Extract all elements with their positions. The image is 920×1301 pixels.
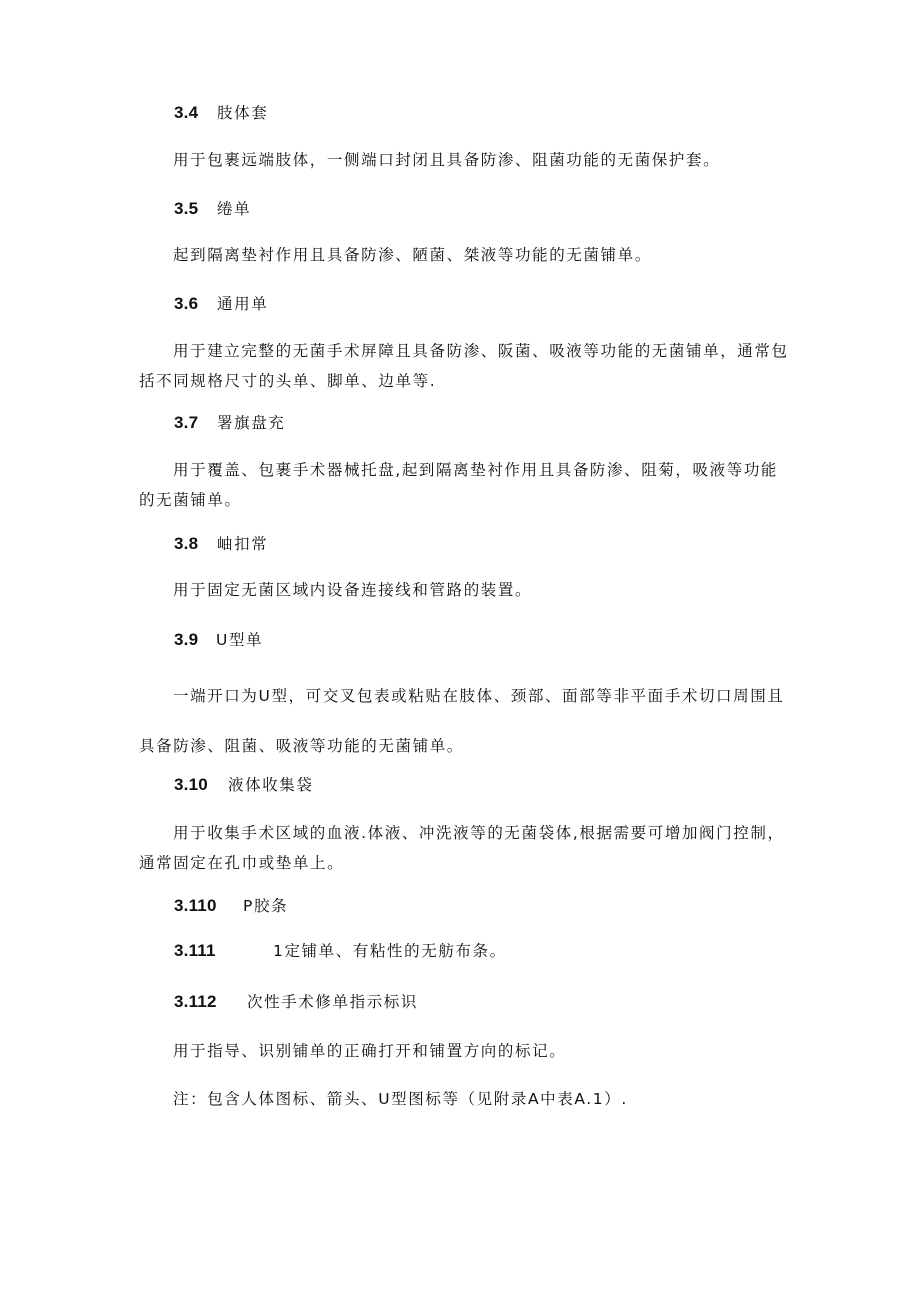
section-number: 3.110 xyxy=(174,896,217,915)
section-3-5-body: 起到隔离垫衬作用且具备防渗、陋菌、桀液等功能的无菌铺单。 xyxy=(173,246,652,264)
section-number: 3.8 xyxy=(174,534,199,553)
section-3-4-body: 用于包裹远端肢体，一侧端口封闭且具备防渗、阻菌功能的无菌保护套。 xyxy=(173,151,721,169)
section-title: 岫扣常 xyxy=(217,535,269,553)
section-number: 3.4 xyxy=(174,103,199,122)
section-title: P胶条 xyxy=(243,897,289,915)
section-number: 3.112 xyxy=(174,992,217,1011)
section-number: 3.6 xyxy=(174,294,199,313)
section-number: 3.9 xyxy=(174,630,199,649)
section-number: 3.111 xyxy=(174,941,216,960)
section-3-6-body: 用于建立完整的无菌手术屏障且具备防渗、阪菌、吸液等功能的无菌铺单，通常包括不同规格尺寸的头单、脚单、边单等. xyxy=(139,342,789,390)
section-3-112-body: 用于指导、识别铺单的正确打开和铺置方向的标记。 xyxy=(173,1042,567,1060)
section-3-10-body: 用于收集手术区域的血液.体液、冲洗液等的无菌袋体,根据需要可增加阀门控制，通常固定在孔巾或垫单上。 xyxy=(139,824,785,872)
section-title: 绻单 xyxy=(217,200,252,218)
section-title: 1定铺单、有粘性的无舫布条。 xyxy=(273,942,507,960)
section-title: U型单 xyxy=(216,631,264,649)
section-number: 3.5 xyxy=(174,199,199,218)
section-3-7-body: 用于覆盖、包裹手术器械托盘,起到隔离垫衬作用且具备防渗、阻菊，吸液等功能的无菌铺单。 xyxy=(139,461,779,509)
section-title: 液体收集袋 xyxy=(228,776,314,794)
section-number: 3.7 xyxy=(174,413,199,432)
section-title: 通用单 xyxy=(217,295,269,313)
note-text: 注：包含人体图标、箭头、U型图标等（见附录A中表A.1）. xyxy=(173,1090,628,1108)
section-3-8-body: 用于固定无菌区域内设备连接线和管路的装置。 xyxy=(173,581,533,599)
section-title: 次性手术修单指示标识 xyxy=(247,993,419,1011)
section-number: 3.10 xyxy=(174,775,208,794)
section-title: 肢体套 xyxy=(217,104,269,122)
section-3-9-body: 一端开口为U型，可交叉包表或粘贴在肢体、颈部、面部等非平面手术切口周围且具备防渗、阻菌、吸液等功能的无菌铺单。 xyxy=(139,687,785,755)
section-title: 署旗盘充 xyxy=(217,414,286,432)
